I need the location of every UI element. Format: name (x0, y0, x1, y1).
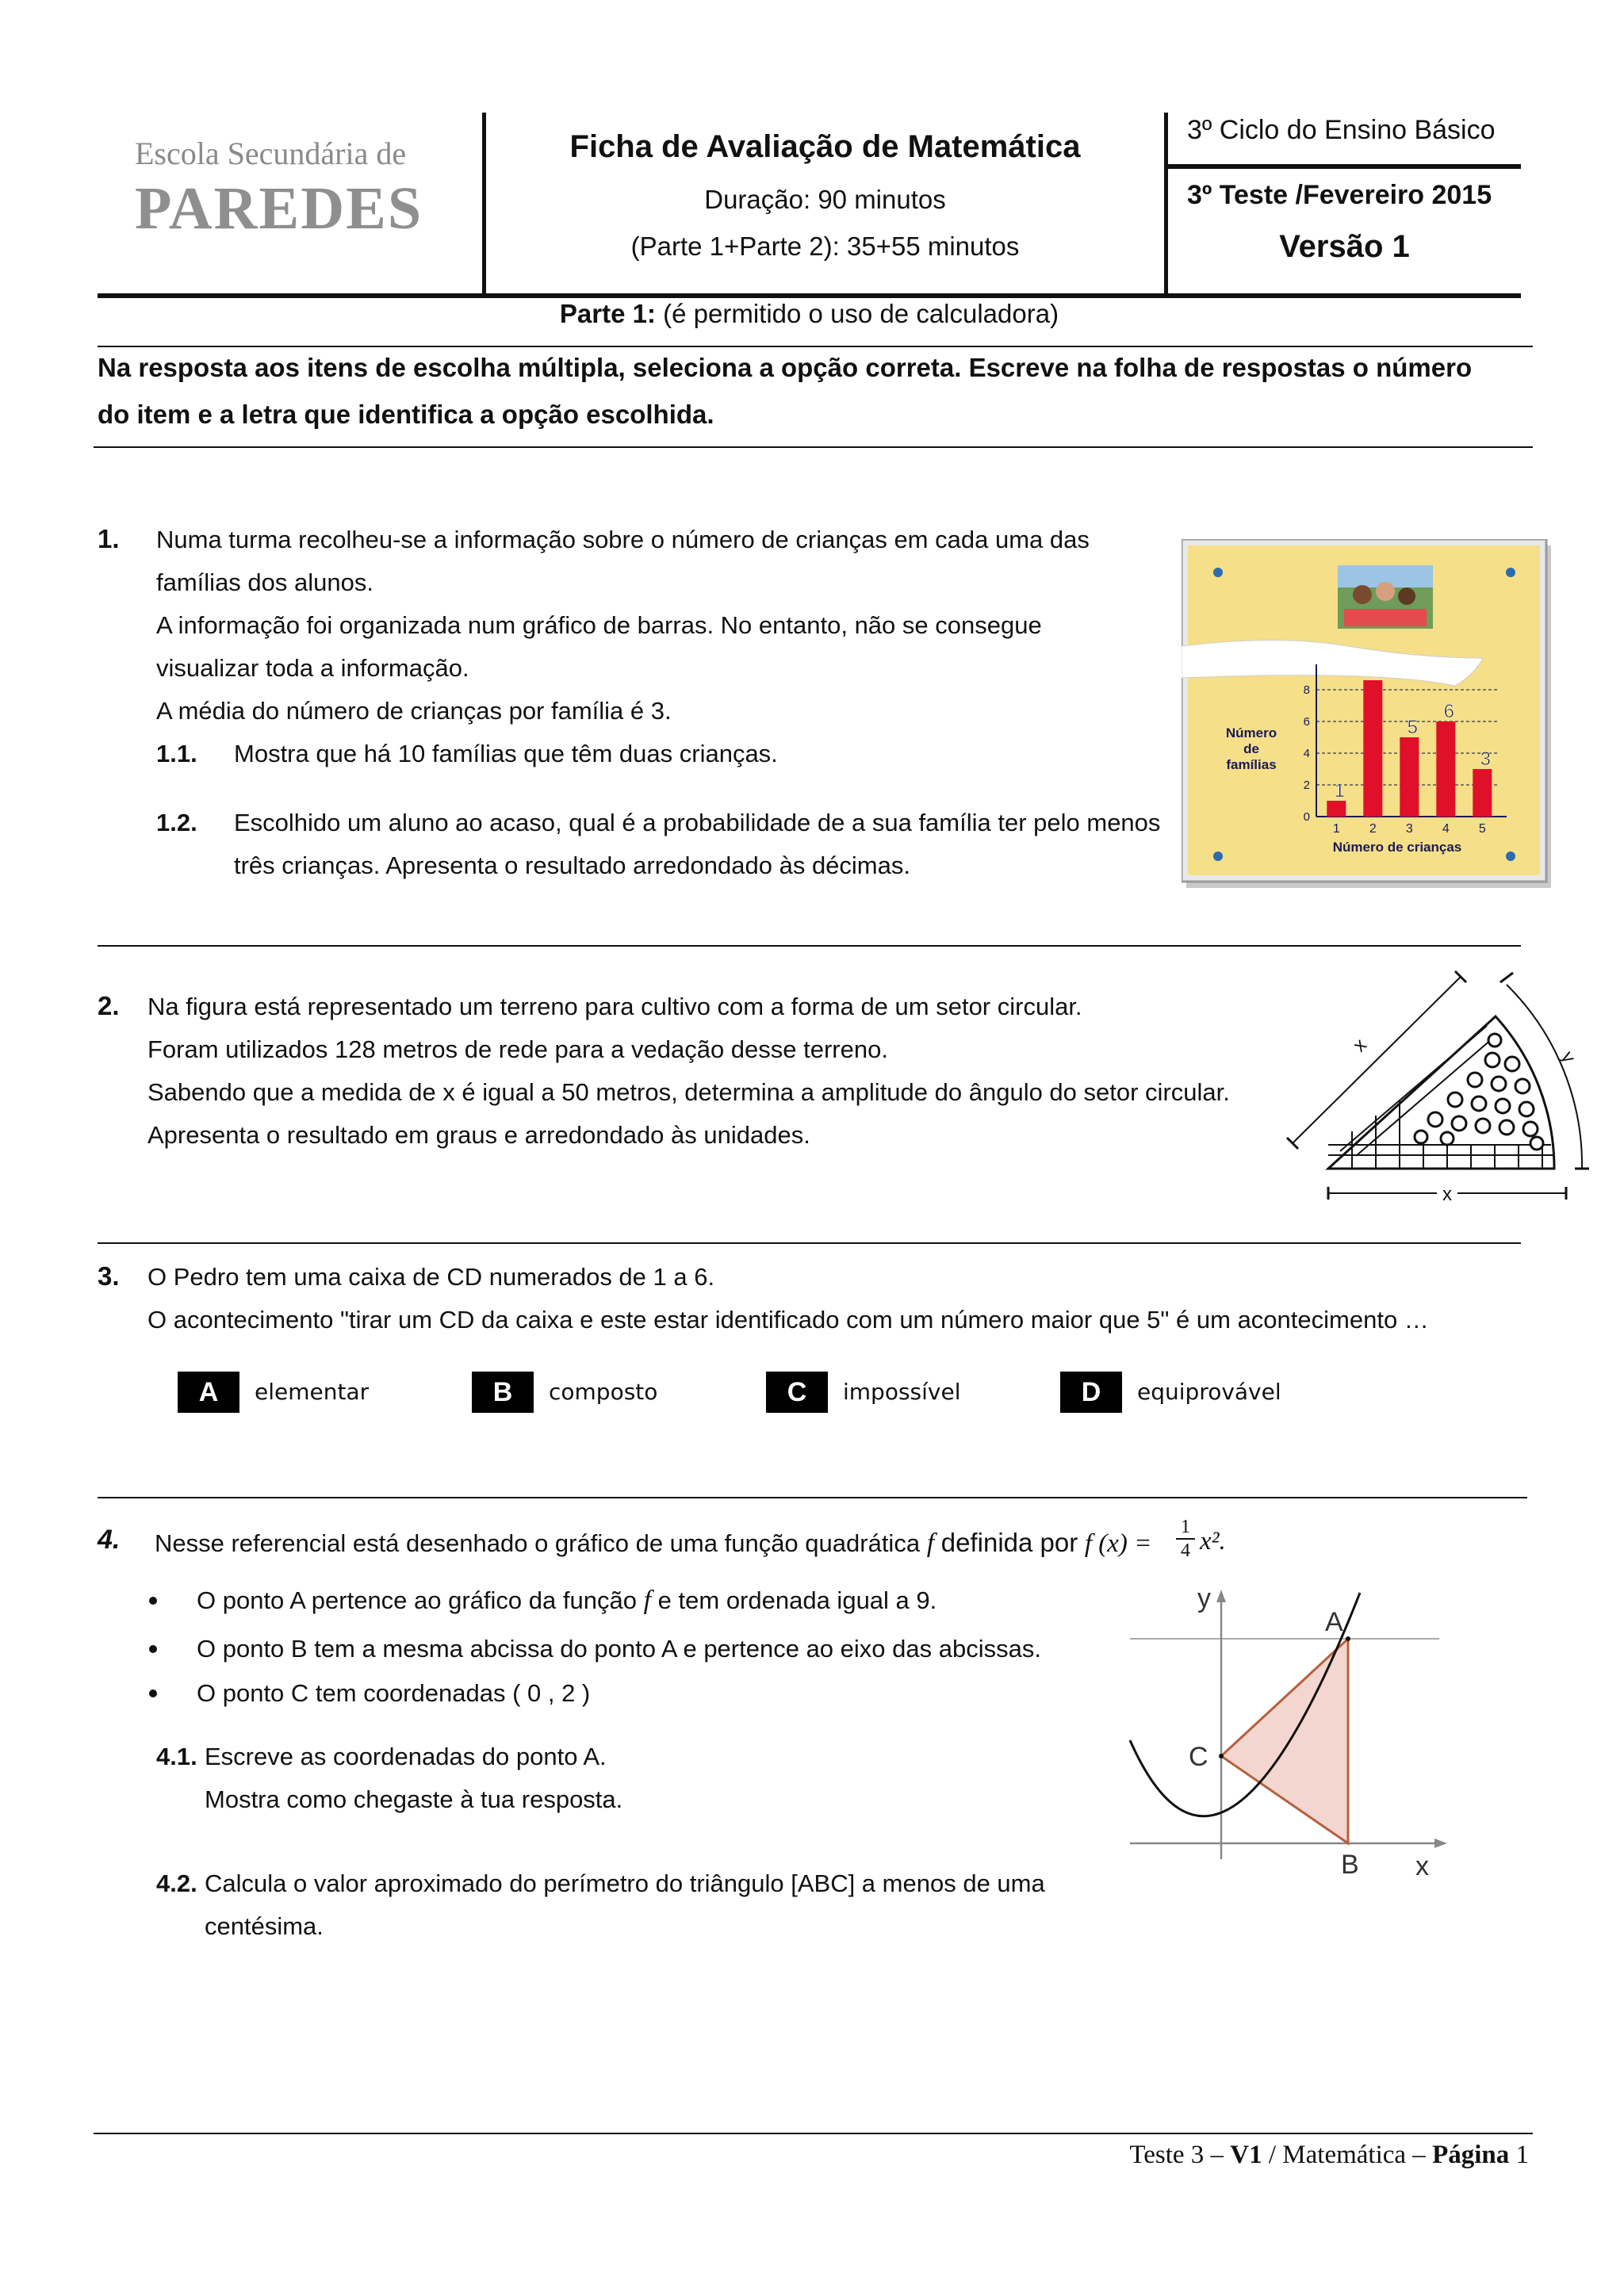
q3-line2: O acontecimento "tirar um CD da caixa e este estar identificado com um número maior que 5" é um acontecimento … (147, 1306, 1429, 1334)
school-logo (135, 135, 452, 242)
chart-xtick-label: 1 (1332, 822, 1340, 836)
q3-rule (98, 1497, 1527, 1498)
y-axis-arrow (1216, 1590, 1226, 1602)
family-photo-person (1398, 587, 1415, 605)
chart-bar-partially-hidden (1363, 680, 1382, 817)
q2-rule (98, 1242, 1521, 1244)
q1-line: Numa turma recolheu-se a informação sobre o número de crianças em cada uma das (156, 526, 1090, 553)
footer-page-num: 1 (1509, 2141, 1529, 2169)
chart-data-label: 6 (1443, 701, 1454, 722)
option-b-text[interactable]: composto (549, 1379, 658, 1405)
cycle-text: 3º Ciclo do Ensino Básico (1187, 115, 1496, 145)
point-label-c: C (1189, 1742, 1208, 1772)
family-photo-blanket (1344, 609, 1427, 626)
pin (1213, 851, 1223, 861)
chart-xlabel: Número de crianças (1332, 840, 1462, 855)
q4-1-line2: Mostra como chegaste à tua resposta. (205, 1785, 623, 1813)
footer-prefix: Teste 3 – (1129, 2141, 1231, 2169)
chart-xtick-label: 4 (1442, 822, 1450, 836)
version-text: Versão 1 (1279, 229, 1410, 264)
q4-intro (155, 1529, 1151, 1558)
q4-bullet2: O ponto B tem a mesma abcissa do ponto A e pertence ao eixo das abcissas. (197, 1635, 1041, 1663)
q4-1-number: 4.1. (156, 1743, 197, 1770)
pin (1506, 851, 1515, 861)
option-b-letter[interactable]: B (472, 1372, 534, 1413)
q1-2-number: 1.2. (156, 809, 197, 836)
part1-rule (98, 346, 1533, 347)
bullet (149, 1689, 157, 1697)
chart-xtick-label: 3 (1405, 822, 1413, 836)
q4-bullet1-f: f (643, 1586, 652, 1615)
q3-number: 3. (98, 1261, 120, 1291)
footer-text (1129, 2139, 1529, 2171)
q1-bar-chart-board (1182, 539, 1554, 892)
q4-defined-by: definida por (940, 1528, 1078, 1557)
footer-rule (94, 2133, 1533, 2134)
duration-text: Duração: 90 minutos (704, 185, 946, 214)
point-a-dot (1346, 1636, 1350, 1641)
chart-bar (1400, 737, 1419, 817)
axis-label-x: x (1415, 1851, 1429, 1879)
q4-number: 4. (98, 1525, 121, 1555)
q3-line1: O Pedro tem uma caixa de CD numerados de 1 a 6. (147, 1263, 715, 1291)
q4-frac-num: 1 (1181, 1517, 1190, 1537)
chart-data-label: 3 (1480, 748, 1491, 770)
instructions-line2: do item e a letra que identifica a opção escolhida. (98, 400, 714, 429)
school-logo-line2: PAREDES (135, 175, 423, 242)
q4-bullet1-b: e tem ordenada igual a 9. (657, 1586, 937, 1614)
part1-label: Parte 1: (559, 299, 656, 328)
part1-heading (98, 300, 1521, 328)
q2-line: Apresenta o resultado em graus e arredondado às unidades. (147, 1121, 810, 1149)
pin (1506, 568, 1515, 577)
page-title: Ficha de Avaliação de Matemática (569, 129, 1081, 164)
bullet (149, 1597, 157, 1605)
point-c-dot (1219, 1754, 1224, 1758)
chart-xtick-label: 2 (1369, 822, 1377, 836)
instructions-line1: Na resposta aos itens de escolha múltipla, seleciona a opção correta. Escreve na folha de respostas o número (98, 353, 1473, 382)
school-logo-line1: Escola Secundária de (135, 136, 407, 171)
q4-intro-text: Nesse referencial está desenhado o gráfico de uma função quadrática (155, 1529, 921, 1557)
point-label-a: A (1325, 1607, 1343, 1637)
header-right-rule (1168, 164, 1521, 169)
chart-ylabel-line: de (1243, 741, 1259, 756)
q4-bullet1-a: O ponto A pertence ao gráfico da função (197, 1586, 637, 1614)
q1-1-text: Mostra que há 10 famílias que têm duas crianças. (234, 740, 778, 767)
option-a-text[interactable]: elementar (255, 1379, 370, 1405)
q4-frac-den: 4 (1181, 1540, 1190, 1561)
chart-ytick-label: 0 (1303, 810, 1310, 824)
chart-ylabel-line: Número (1225, 725, 1277, 740)
triangle-abc (1221, 1639, 1348, 1843)
q1-number: 1. (98, 524, 120, 553)
q1-line: A informação foi organizada num gráfico de barras. No entanto, não se consegue (156, 611, 1042, 639)
part1-note: (é permitido o uso de calculadora) (663, 299, 1059, 328)
bullet (149, 1645, 157, 1653)
chart-ylabel-line: famílias (1226, 757, 1277, 772)
q4-frac-bar (1176, 1538, 1195, 1540)
family-photo-person (1376, 582, 1395, 601)
chart-ytick-label: 8 (1303, 683, 1310, 697)
footer-page-label: Página (1432, 2141, 1510, 2169)
q4-2-line2: centésima. (205, 1912, 324, 1940)
q4-formula-lhs: f (x) = (1084, 1529, 1152, 1558)
q2-sector-figure (1285, 961, 1602, 1207)
chart-data-label: 5 (1407, 717, 1418, 738)
chart-bar (1436, 721, 1455, 817)
q1-1-number: 1.1. (156, 740, 197, 767)
fig-label-x-slanted: x (1349, 1034, 1371, 1057)
q1-rule (98, 945, 1521, 947)
chart-bar (1473, 769, 1492, 817)
q4-formula-rhs: x². (1200, 1527, 1226, 1556)
option-c-letter[interactable]: C (766, 1372, 828, 1413)
q4-fraction (1176, 1517, 1195, 1561)
x-axis-arrow (1434, 1839, 1447, 1848)
q1-2-line2: três crianças. Apresenta o resultado arredondado às décimas. (234, 851, 910, 879)
q4-bullet3: O ponto C tem coordenadas ( 0 , 2 ) (197, 1679, 591, 1707)
test-date-text: 3º Teste /Fevereiro 2015 (1187, 180, 1492, 210)
q2-line: Foram utilizados 128 metros de rede para a vedação desse terreno. (147, 1035, 888, 1063)
q2-number: 2. (98, 991, 120, 1020)
chart-ytick-label: 6 (1303, 715, 1310, 729)
pin (1213, 568, 1223, 577)
q4-parabola-graph (1122, 1582, 1455, 1879)
family-photo-person (1353, 585, 1372, 604)
axis-label-y: y (1197, 1583, 1211, 1613)
q4-1-line1: Escreve as coordenadas do ponto A. (205, 1743, 607, 1770)
dimension-tick (1500, 973, 1513, 982)
q1-2-line1: Escolhido um aluno ao acaso, qual é a probabilidade de a sua família ter pelo menos (234, 809, 1161, 836)
option-a-letter[interactable]: A (178, 1372, 239, 1413)
fig-label-x-bottom: x (1442, 1184, 1452, 1205)
q4-2-line1: Calcula o valor aproximado do perímetro do triângulo [ABC] a menos de uma (205, 1869, 1045, 1897)
q2-line: Na figura está representado um terreno para cultivo com a forma de um setor circular. (147, 993, 1082, 1020)
parts-duration-text: (Parte 1+Parte 2): 35+55 minutos (630, 232, 1020, 261)
option-d-letter[interactable]: D (1060, 1372, 1122, 1413)
header-bottom-rule (98, 293, 1521, 298)
option-d-text[interactable]: equiprovável (1137, 1379, 1281, 1405)
header-divider-right (1164, 113, 1168, 295)
q4-2-number: 4.2. (156, 1869, 197, 1897)
q1-line: A média do número de crianças por família é 3. (156, 697, 672, 725)
chart-bar (1327, 801, 1346, 817)
option-c-text[interactable]: impossível (843, 1379, 961, 1405)
chart-data-label: 1 (1334, 780, 1345, 802)
point-label-b: B (1341, 1850, 1359, 1879)
footer-version: V1 (1230, 2141, 1262, 2169)
fig-label-y: y (1556, 1047, 1580, 1067)
q2-line: Sabendo que a medida de x é igual a 50 metros, determina a amplitude do ângulo do setor circular. (147, 1078, 1230, 1106)
chart-xtick-label: 5 (1478, 822, 1486, 836)
chart-ytick-label: 2 (1303, 779, 1310, 792)
q1-line: visualizar toda a informação. (156, 654, 469, 682)
instructions-rule (94, 446, 1533, 448)
q4-f: f (926, 1529, 935, 1558)
chart-ytick-label: 4 (1303, 747, 1310, 760)
q4-bullet1 (197, 1586, 936, 1615)
q1-line: famílias dos alunos. (156, 568, 373, 596)
footer-middle: / Matemática – (1262, 2141, 1433, 2169)
